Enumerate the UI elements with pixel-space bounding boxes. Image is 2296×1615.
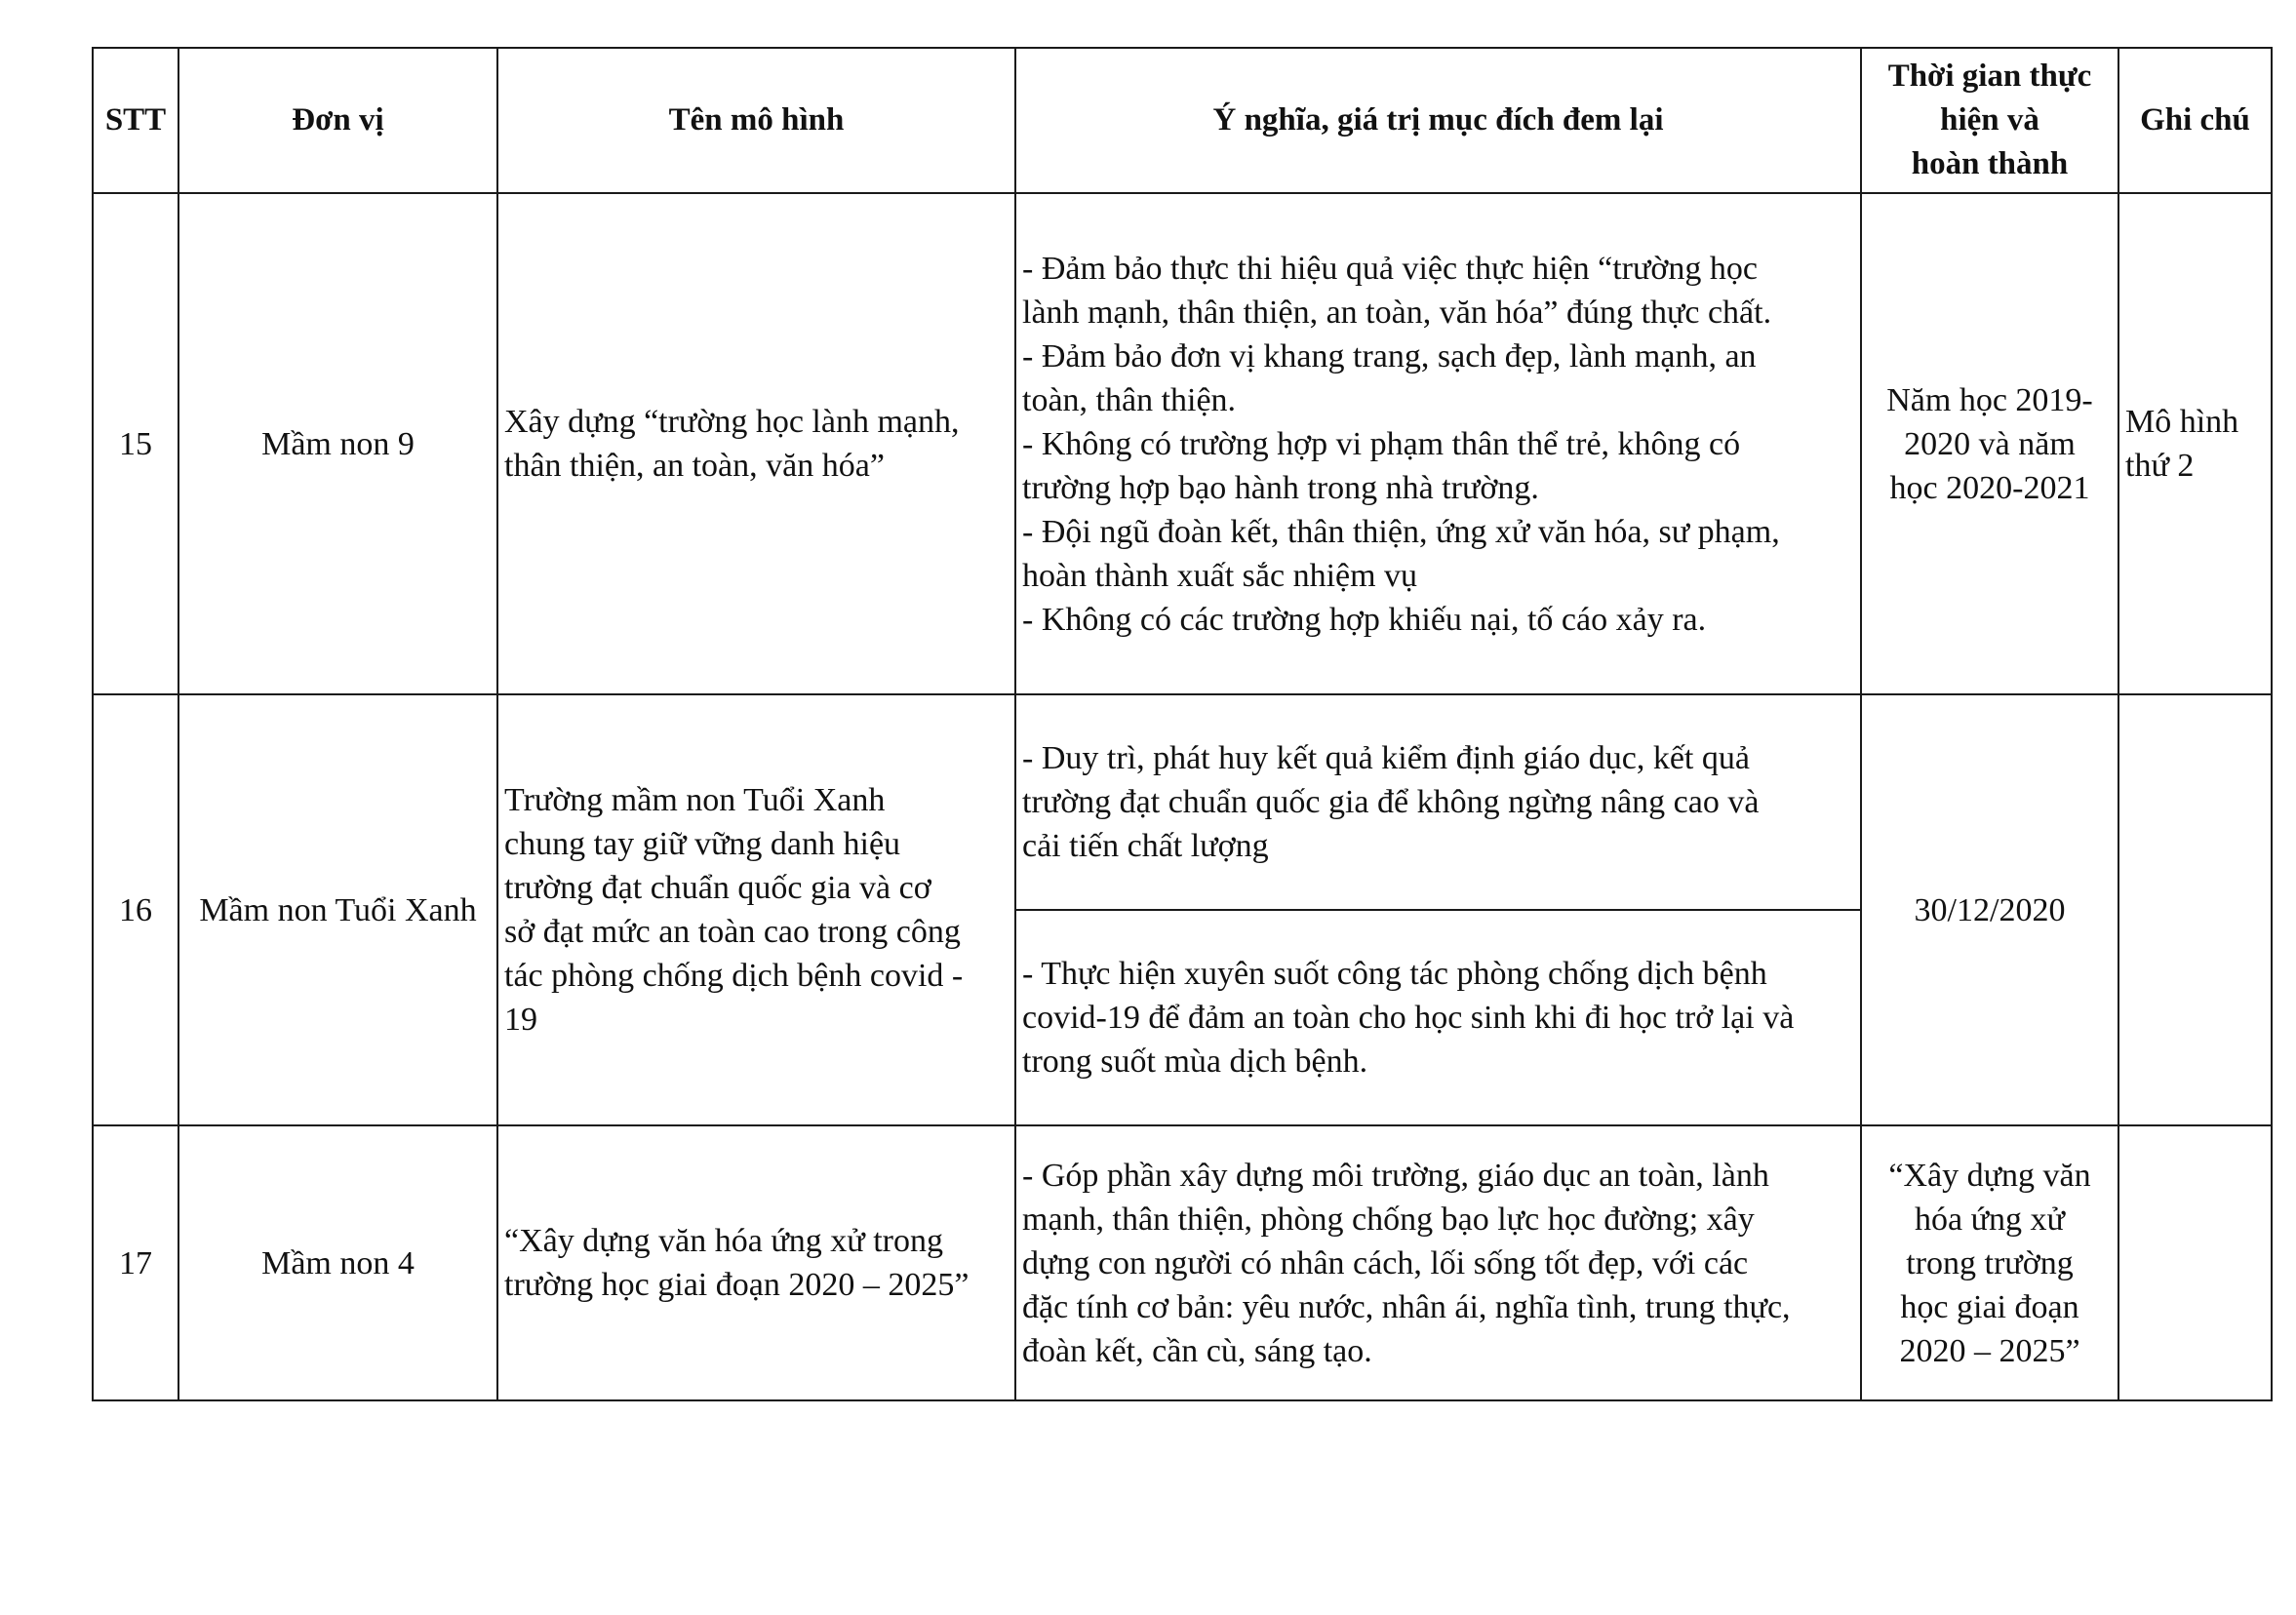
time-line: “Xây dựng văn [1888,1157,2091,1194]
row-stt: 16 [93,694,178,1125]
row-time [1861,193,2118,694]
model-name-line: Xây dựng “trường học lành mạnh, [504,404,960,440]
meaning-line: - Góp phần xây dựng môi trường, giáo dục an toàn, lành [1022,1157,1769,1194]
meaning-line: mạnh, thân thiện, phòng chống bạo lực học đường; xây [1022,1201,1755,1238]
time-line: hóa ứng xử [1915,1201,2065,1238]
meaning-line: lành mạnh, thân thiện, an toàn, văn hóa” đúng thực chất. [1022,294,1772,331]
time-line: trong trường [1906,1244,2074,1281]
header-meaning: Ý nghĩa, giá trị mục đích đem lại [1015,48,1861,193]
header-stt: STT [93,48,178,193]
header-time-line: hiện và [1940,102,2039,138]
row-time [1861,1125,2118,1400]
row-note [2118,1125,2272,1400]
meaning-line: - Đảm bảo đơn vị khang trang, sạch đẹp, lành mạnh, an [1022,337,1757,374]
meaning-line: - Không có các trường hợp khiếu nại, tố cáo xảy ra. [1022,601,1707,638]
row-unit: Mầm non Tuổi Xanh [178,694,497,1125]
model-name-line: thân thiện, an toàn, văn hóa” [504,448,885,484]
note-line: thứ 2 [2125,448,2195,484]
table-row [93,1125,2272,1400]
row-model-name [497,694,1015,1125]
meaning-line: dựng con người có nhân cách, lối sống tốt đẹp, với các [1022,1244,1749,1281]
row-unit: Mầm non 4 [178,1125,497,1400]
meaning-line: hoàn thành xuất sắc nhiệm vụ [1022,557,1418,594]
header-note: Ghi chú [2118,48,2272,193]
row-meaning [1015,694,1861,910]
models-table [92,47,2273,1401]
model-name-line: trường đạt chuẩn quốc gia và cơ [504,870,931,906]
header-time [1861,48,2118,193]
model-name-line: chung tay giữ vững danh hiệu [504,826,901,862]
meaning-line: trường hợp bạo hành trong nhà trường. [1022,469,1539,506]
model-name-line: sở đạt mức an toàn cao trong công [504,914,961,950]
row-model-name [497,1125,1015,1400]
time-line: 2020 và năm [1904,425,2076,462]
meaning-line: - Duy trì, phát huy kết quả kiểm định giáo dục, kết quả [1022,740,1750,776]
header-model-name: Tên mô hình [497,48,1015,193]
header-time-line: Thời gian thực [1887,59,2092,94]
model-name-line: Trường mầm non Tuổi Xanh [504,782,886,818]
row-note [2118,694,2272,1125]
row-note [2118,193,2272,694]
time-line: 2020 – 2025” [1899,1332,2080,1369]
table-header-row [93,48,2272,193]
meaning-line: - Đội ngũ đoàn kết, thân thiện, ứng xử văn hóa, sư phạm, [1022,513,1780,550]
row-time: 30/12/2020 [1861,694,2118,1125]
header-time-line: hoàn thành [1911,146,2069,181]
meaning-line: đặc tính cơ bản: yêu nước, nhân ái, nghĩa tình, trung thực, [1022,1288,1791,1325]
meaning-line: toàn, thân thiện. [1022,381,1237,418]
meaning-line: đoàn kết, cần cù, sáng tạo. [1022,1332,1372,1369]
row-meaning [1015,1125,1861,1400]
table-row [93,694,2272,910]
meaning-line: trường đạt chuẩn quốc gia để không ngừng nâng cao và [1022,784,1760,820]
time-line: học giai đoạn [1900,1288,2079,1325]
meaning-line: - Đảm bảo thực thi hiệu quả việc thực hiện “trường học [1022,250,1758,287]
row-stt: 17 [93,1125,178,1400]
row-model-name [497,193,1015,694]
model-name-line: 19 [504,1002,537,1038]
time-line: Năm học 2019- [1886,381,2093,418]
table-row [93,193,2272,694]
note-line: Mô hình [2125,404,2239,440]
time-line: học 2020-2021 [1889,469,2090,506]
meaning-line: trong suốt mùa dịch bệnh. [1022,1044,1368,1080]
model-name-line: trường học giai đoạn 2020 – 2025” [504,1267,970,1303]
model-name-line: tác phòng chống dịch bệnh covid - [504,958,964,994]
meaning-line: covid-19 để đảm an toàn cho học sinh khi đi học trở lại và [1022,1000,1795,1036]
meaning-line: - Không có trường hợp vi phạm thân thể trẻ, không có [1022,425,1741,462]
header-unit: Đơn vị [178,48,497,193]
meaning-line: - Thực hiện xuyên suốt công tác phòng chống dịch bệnh [1022,956,1767,992]
row-meaning [1015,193,1861,694]
row-stt: 15 [93,193,178,694]
model-name-line: “Xây dựng văn hóa ứng xử trong [504,1223,943,1259]
row-unit: Mầm non 9 [178,193,497,694]
row-meaning [1015,910,1861,1125]
meaning-line: cải tiến chất lượng [1022,828,1269,864]
